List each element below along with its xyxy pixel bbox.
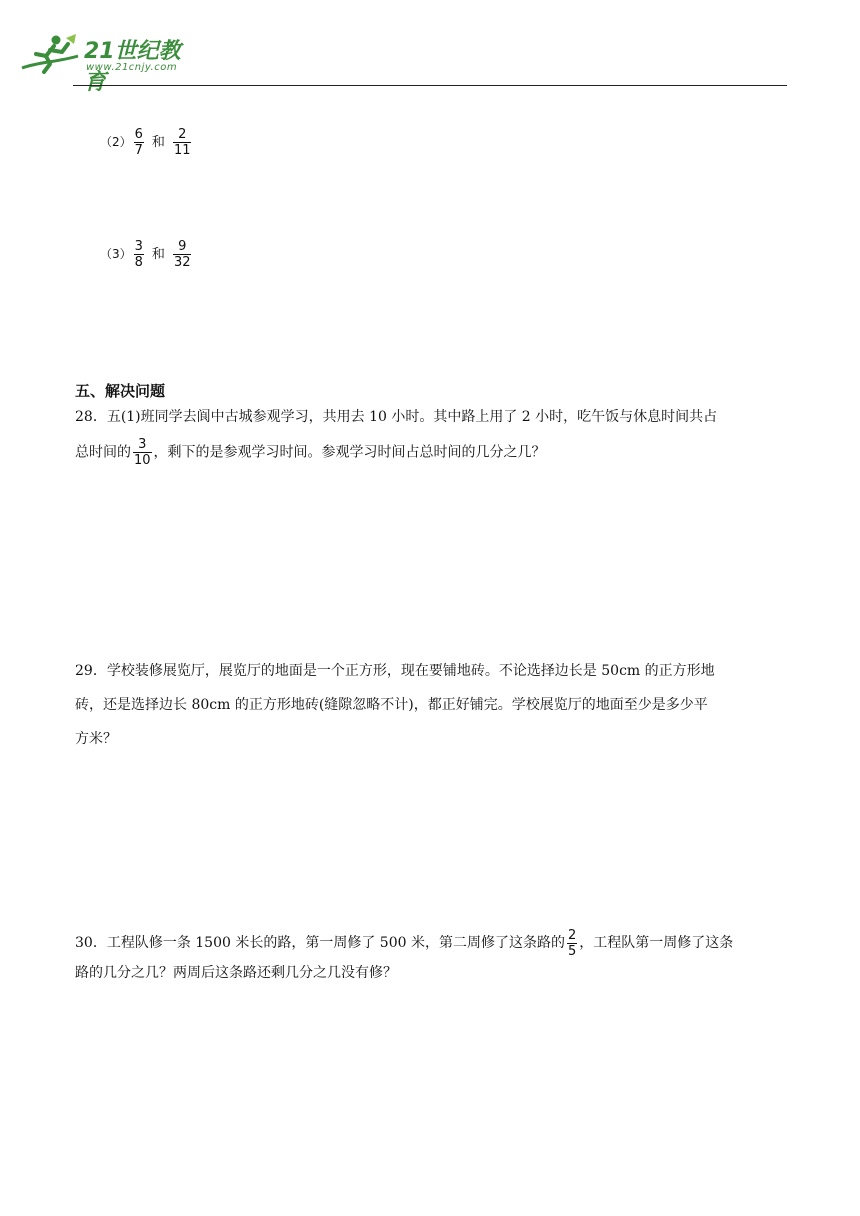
page-header <box>0 0 860 95</box>
denominator: 32 <box>173 255 191 270</box>
denominator: 7 <box>134 143 143 158</box>
numerator: 9 <box>173 240 192 255</box>
question-30 <box>75 928 787 988</box>
denominator: 8 <box>134 255 143 270</box>
conjunction: 和 <box>151 135 165 150</box>
question-text: ，剩下的是参观学习时间。参观学习时间占总时间的几分之几？ <box>153 444 546 461</box>
question-29 <box>75 654 787 756</box>
question-text: 总时间的 <box>75 444 131 461</box>
logo-url: www.21cnjy.com <box>86 62 178 73</box>
denominator: 11 <box>173 143 191 158</box>
fraction <box>567 929 577 958</box>
runner-logo-icon <box>18 32 80 76</box>
question-text: 路的几分之几？两周后这条路还剩几分之几没有修？ <box>75 965 397 981</box>
denominator: 5 <box>567 943 577 959</box>
numerator: 3 <box>133 438 152 453</box>
subquestion-3 <box>100 240 193 269</box>
numerator: 2 <box>173 128 192 143</box>
numerator: 6 <box>134 127 143 142</box>
question-text: ，工程队第一周修了这条 <box>579 935 734 951</box>
logo-text: 21世纪教育 <box>84 39 181 95</box>
subquestion-2 <box>100 128 193 157</box>
denominator: 10 <box>134 453 151 468</box>
logo <box>18 32 198 95</box>
question-text: 砖，还是选择边长 80cm 的正方形地砖(缝隙忽略不计)，都正好铺完。学校展览厅的地面至少是多少平 <box>75 697 708 713</box>
section-title: 五、解决问题 <box>75 382 166 400</box>
question-text: 30．工程队修一条 1500 米长的路，第一周修了 500 米，第二周修了这条路的 <box>75 935 565 951</box>
subquestion-label: （2） <box>100 135 132 149</box>
question-text-line <box>75 928 787 958</box>
fraction <box>134 128 144 157</box>
numerator: 2 <box>567 927 577 943</box>
question-text: 方米？ <box>75 731 117 747</box>
question-text: 29．学校装修展览厅，展览厅的地面是一个正方形，现在要铺地砖。不论选择边长是 50cm 的正方形地 <box>75 663 715 679</box>
fraction <box>173 128 192 157</box>
question-text: 28．五(1)班同学去阆中古城参观学习，共用去 10 小时。其中路上用了 2 小时，吃午饭与休息时间共占 <box>75 409 718 425</box>
fraction <box>173 240 192 269</box>
conjunction: 和 <box>151 247 165 262</box>
question-28 <box>75 404 787 467</box>
subquestion-label: （3） <box>100 247 132 261</box>
fraction <box>133 438 152 467</box>
header-divider <box>73 85 787 86</box>
question-text-line <box>75 438 787 467</box>
numerator: 3 <box>134 239 143 254</box>
fraction <box>134 240 144 269</box>
